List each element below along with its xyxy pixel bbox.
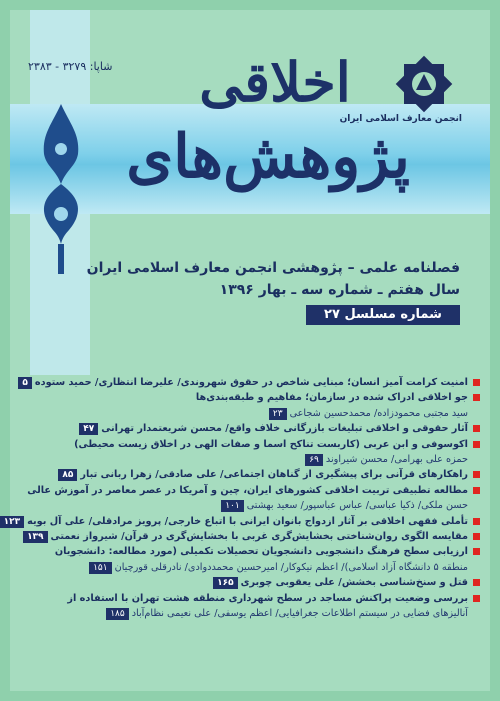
toc-page-number: ۲۳ <box>269 408 287 420</box>
bullet-icon <box>473 487 480 494</box>
society-name: انجمن معارف اسلامی ایران <box>339 114 462 124</box>
toc-entry-text: ارزیابی سطح فرهنگ دانشجویی دانشجویان تحصیلات تکمیلی (مورد مطالعه: دانشجویان <box>54 546 468 558</box>
toc-entry-text: آنالیزهای فضایی در سیستم اطلاعات جغرافیایی/ اعظم یوسفی/ علی نعیمی نظام‌آباد <box>131 608 468 620</box>
issn-text: شاپا: ۳۲۷۹ - ۲۳۸۳ <box>28 60 113 73</box>
toc-entry-text: بررسی وضعیت پراکنش مساجد در سطح شهرداری منطقه هشت تهران با استفاده از <box>67 592 468 604</box>
toc-entry <box>20 437 480 452</box>
bullet-icon <box>473 441 480 448</box>
journal-title <box>126 50 410 202</box>
arabesque-ornament-icon <box>32 104 90 274</box>
bullet-icon <box>473 579 480 586</box>
journal-subtitle: فصلنامه علمی – پژوهشی انجمن معارف اسلامی ایران <box>86 260 460 276</box>
toc-entry <box>20 560 480 575</box>
toc-page-number: ۴۷ <box>79 423 98 435</box>
toc-entry <box>20 421 480 436</box>
toc-entry-text: سید مجتبی محمودزاده/ محمدحسین شجاعی <box>289 407 468 419</box>
bullet-icon <box>473 548 480 555</box>
bullet-icon <box>473 518 480 525</box>
toc-entry-text: آثار حقوقی و اخلاقی تبلیغات بازرگانی خلاف واقع/ محسن شریعتمدار تهرانی <box>101 423 468 435</box>
issue-info: سال هفتم ـ شماره سه ـ بهار ۱۳۹۶ <box>219 282 460 298</box>
toc-entry-text: اکوسوفی و ابن عربی (کاربست تناکح اسما و صفات الهی در اخلاق زیست محیطی) <box>74 438 468 450</box>
toc-page-number: ۸۵ <box>58 469 77 481</box>
toc-entry-text: امنیت کرامت آمیز انسان؛ مبنایی شاخص در حقوق شهروندی/ علیرضا انتظاری/ حمید ستوده <box>34 377 468 388</box>
toc-page-number: ۱۳۹ <box>23 531 47 543</box>
toc-entry <box>20 375 480 390</box>
toc-page-number: ۱۵۱ <box>89 562 112 574</box>
journal-title-line2: پژوهش‌های <box>126 122 410 192</box>
toc-entry <box>20 467 480 482</box>
bullet-icon <box>473 379 480 386</box>
toc-entry-text: راهکارهای قرآنی برای پیشگیری از گناهان اجتماعی/ علی صادقی/ زهرا ربانی تبار <box>80 469 468 481</box>
table-of-contents <box>3 375 480 622</box>
toc-page-number: ۱۸۵ <box>106 608 129 620</box>
toc-entry <box>20 452 480 467</box>
toc-page-number: ۱۶۵ <box>213 577 237 589</box>
toc-entry-text: حسن ملکی/ ذکیا عباسی/ عباس عباسپور/ سعید بهشتی <box>246 500 468 512</box>
toc-page-number: ۶۹ <box>305 454 323 466</box>
toc-entry <box>20 390 480 405</box>
toc-entry <box>20 529 480 544</box>
bullet-icon <box>473 425 480 432</box>
toc-page-number: ۵ <box>18 377 32 389</box>
toc-entry-text: قتل و سنخ‌شناسی بخشش/ علی یعقوبی چوبری <box>240 577 468 589</box>
bullet-icon <box>473 533 480 540</box>
toc-page-number: ۱۲۳ <box>0 516 24 528</box>
toc-entry <box>20 483 480 498</box>
serial-number-badge: شماره مسلسل ۲۷ <box>306 305 460 325</box>
toc-entry <box>20 498 480 513</box>
toc-page-number: ۱۰۱ <box>221 500 244 512</box>
bullet-icon <box>473 471 480 478</box>
toc-entry-text: حمزه علی بهرامی/ محسن شیراوند <box>325 454 468 466</box>
toc-entry-text: تأملی فقهی اخلاقی بر آثار ازدواج بانوان ایرانی با اتباع خارجی/ پرویز مرادقلی/ علی آل بویه <box>27 515 468 527</box>
toc-entry <box>20 406 480 421</box>
bullet-icon <box>473 595 480 602</box>
toc-entry <box>20 544 480 559</box>
toc-entry-text: مقایسه الگوی روان‌شناختی بخشایش‌گری غربی با بخشایش‌گری در قرآن/ شیرواز نعمتی <box>50 531 468 543</box>
journal-title-line1: اخلاقی <box>199 50 351 114</box>
toc-entry <box>20 575 480 590</box>
toc-entry <box>20 591 480 606</box>
toc-entry-text: مطالعه تطبیقی تربیت اخلاقی کشورهای ایران، چین و آمریکا در عصر معاصر در آموزش عالی <box>27 484 468 496</box>
toc-entry-text: جو اخلاقی ادراک شده در سازمان؛ مفاهیم و طبقه‌بندی‌ها <box>195 392 468 404</box>
toc-entry <box>20 606 480 621</box>
toc-entry <box>3 514 480 529</box>
bullet-icon <box>473 394 480 401</box>
toc-entry-text: منطقه ۵ دانشگاه آزاد اسلامی)/ اعظم نیکوکار/ امیرحسین محمددوادی/ نادرقلی قورچیان <box>114 561 468 573</box>
